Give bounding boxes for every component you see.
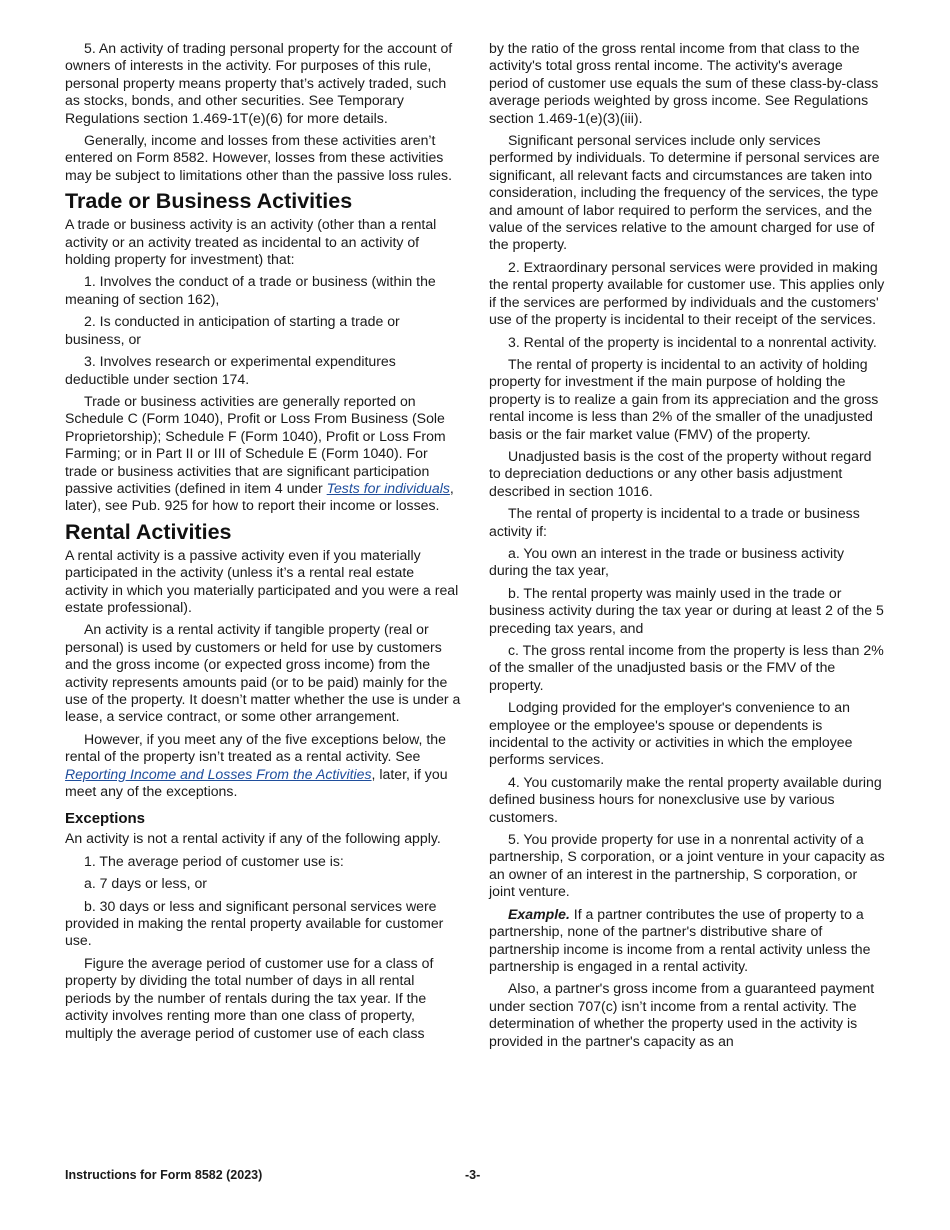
tests-for-individuals-link[interactable]: Tests for individuals (326, 479, 450, 496)
heading-trade-or-business-activities: Trade or Business Activities (65, 189, 353, 214)
left-column (65, 40, 461, 1047)
paragraph: A rental activity is a passive activity even if you materially participated in the activity (unless it’s a rental real estate activity in which you materially participated and you were a real estate professional). (65, 546, 459, 615)
list-item: 1. Involves the conduct of a trade or business (within the meaning of section 162), (65, 273, 436, 307)
list-item: c. The gross rental income from the property is less than 2% of the smaller of the unadjusted basis or the FMV of the property. (489, 642, 884, 693)
paragraph: Figure the average period of customer use for a class of property by dividing the total number of days in all rental periods by the number of rentals during the tax year. If the activity involves renting more than one class of property, multiply the average period of customer use of each class (65, 954, 434, 1041)
list-item: b. The rental property was mainly used in the trade or business activity during the tax year or during at least 2 of the 5 preceding tax years, and (489, 584, 884, 636)
heading-rental-activities: Rental Activities (65, 519, 232, 544)
list-item: 3. Rental of the property is incidental to a nonrental activity. (508, 333, 877, 350)
list-item: 4. You customarily make the rental property available during defined business hours for nonexclusive use by various customers. (489, 773, 882, 825)
list-item: b. 30 days or less and significant personal services were provided in making the rental property available for customer use. (65, 897, 444, 949)
list-item: 1. The average period of customer use is: (84, 852, 344, 869)
list-item: 2. Is conducted in anticipation of starting a trade or business, or (65, 313, 400, 347)
example-label: Example. (508, 905, 570, 922)
paragraph: Also, a partner's gross income from a guaranteed payment under section 707(c) isn’t income from a rental activity. The determination of whether the property used in the activity is provided in the partner's capacity as an (489, 980, 875, 1049)
example-paragraph (489, 906, 885, 976)
right-column (489, 40, 885, 1055)
paragraph: An activity is not a rental activity if any of the following apply. (65, 830, 441, 847)
paragraph: Lodging provided for the employer's convenience to an employee or the employee's spouse or dependents is incidental to the activity or activities in which the employee performs services. (489, 699, 853, 768)
paragraph: The rental of property is incidental to a trade or business activity if: (489, 505, 860, 539)
list-item: 2. Extraordinary personal services were provided in making the rental property available for customer use. This applies only if the services are performed by individuals and the customers' use of the property is incidental to their receipt of the services. (489, 258, 885, 328)
footer-title: Instructions for Form 8582 (2023) (65, 1168, 263, 1182)
text: If a partner contributes the use of property to a partnership, none of the partner's distributive share of partnership income is income from a rental activity unless the partnership is engaged in a rental activity. (489, 905, 871, 974)
page-number: -3- (465, 1168, 481, 1182)
paragraph (65, 731, 461, 801)
paragraph: An activity is a rental activity if tangible property (real or personal) is used by customers or held for use by customers and the gross income (or expected gross income) from the activity represents amounts paid (or to be paid) mainly for the use of the property. It doesn’t matter whether the use is under a lease, a service contract, or some other arrangement. (65, 621, 461, 725)
paragraph: 5. An activity of trading personal property for the account of owners of interests in the activity. For purposes of this rule, personal property means property that’s actively traded, such as stocks, bonds, and other securities. See Temporary Regulations section 1.469-1T(e)(6) for more details. (65, 40, 453, 126)
paragraph: The rental of property is incidental to an activity of holding property for investment if the main purpose of holding the property is to realize a gain from its appreciation and the gross rental income is less than 2% of the smaller of the unadjusted basis or the fair market value (FMV) of the property. (489, 355, 879, 442)
text: , later, if you meet any of the exceptions. (65, 765, 448, 800)
text: Trade or business activities are generally reported on Schedule C (Form 1040), Profit or Loss From Business (Sole Proprietorship); Schedule F (Form 1040), Profit or Loss From Farming; or in Part II or III of Schedule E (Form 1040). For trade or business activities that are significant participation passive activities (defined in item 4 under (65, 392, 446, 496)
text: , later), see Pub. 925 for how to report their income or losses. (65, 479, 454, 514)
list-item: 3. Involves research or experimental expenditures deductible under section 174. (65, 353, 396, 387)
text: However, if you meet any of the five exceptions below, the rental of the property isn’t treated as a rental activity. See (65, 730, 446, 765)
heading-exceptions: Exceptions (65, 810, 146, 828)
paragraph: Unadjusted basis is the cost of the property without regard to depreciation deductions or any other basis adjustment described in section 1016. (489, 447, 872, 499)
paragraph (65, 393, 461, 515)
paragraph: by the ratio of the gross rental income from that class to the activity's total gross rental income. The activity's average period of customer use equals the sum of these class-by-class average periods weighted by gross income. See Regulations section 1.469-1(e)(3)(iii). (489, 40, 879, 126)
paragraph: Generally, income and losses from these activities aren’t entered on Form 8582. However, losses from these activities may be subject to limitations other than the passive loss rules. (65, 132, 452, 183)
paragraph: Significant personal services include only services performed by individuals. To determine if personal services are significant, all relevant facts and circumstances are taken into consideration, including the frequency of the services, the type and amount of labor required to perform the services, and the value of the services relative to the amount charged for use of the property. (489, 132, 880, 253)
list-item: a. 7 days or less, or (84, 875, 207, 892)
list-item: 5. You provide property for use in a nonrental activity of a partnership, S corporation, or a joint venture in your capacity as an owner of an interest in the partnership, S corporation, or joint venture. (489, 831, 885, 900)
list-item: a. You own an interest in the trade or business activity during the tax year, (489, 544, 845, 579)
reporting-income-losses-link[interactable]: Reporting Income and Losses From the Activities (65, 765, 372, 782)
paragraph: A trade or business activity is an activity (other than a rental activity or an activity treated as incidental to an activity of holding property for investment) that: (65, 216, 437, 268)
